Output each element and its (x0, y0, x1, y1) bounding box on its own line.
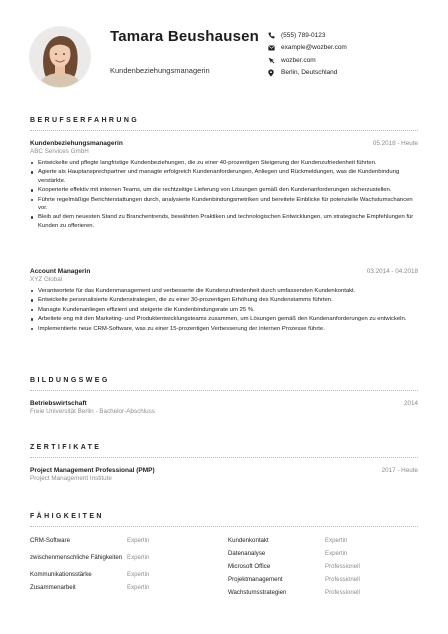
job-entry (30, 268, 418, 334)
contact-text: (555) 789-0123 (281, 31, 326, 39)
job-date: 05.2018 - Heute (372, 140, 418, 147)
bullet-item: Verantwortete für das Kundenmanagement und verbesserte die Kundenzufriedenheit durch umfassenden Kundenkontakt. (30, 287, 418, 295)
contact-list (266, 29, 347, 79)
job-bullets (30, 159, 418, 230)
divider (30, 390, 418, 391)
skill-row (228, 573, 418, 586)
job-bullets (30, 287, 418, 333)
bullet-item: Bleib auf dem neuesten Stand zu Branchentrends, bewährten Praktiken und technologischen Entwicklungen, um strategische Empfehlungen für Kunden zu offerieren. (30, 213, 418, 230)
education-date: 2014 (403, 400, 418, 407)
skill-level: Professionell (325, 563, 360, 570)
contact-text: wozber.com (281, 56, 316, 64)
job-company: XYZ Global (30, 276, 63, 283)
section-heading-certificates: ZERTIFIKATE (30, 444, 102, 451)
job-title-subtitle: Kundenbeziehungsmanagerin (110, 66, 210, 75)
skills-column-left (30, 534, 220, 594)
bullet-item: Agierte als Hauptansprechpartner und managte erfolgreich Kundenanforderungen, Anliegen und Rückmeldungen, was die Kundenbindung verstärkte. (30, 168, 418, 185)
job-date: 03.2014 - 04.2018 (366, 268, 418, 275)
skill-name: Kommunikationsstärke (30, 570, 92, 578)
job-company: ABC Services GmbH (30, 148, 89, 155)
certificate-title: Project Management Professional (PMP) (30, 467, 155, 474)
phone-icon (266, 30, 276, 40)
skill-name: zwischenmenschliche Fähigkeiten (30, 553, 123, 561)
skill-row (228, 547, 418, 560)
skill-name: Datenanalyse (228, 549, 266, 557)
skill-level: Expertin (127, 584, 150, 591)
skill-name: Zusammenarbeit (30, 583, 76, 591)
skill-level: Expertin (127, 554, 150, 561)
bullet-item: Führte regelmäßige Berichterstattungen durch, analysierte Kundenbindungsmetriken und bereitete Einblicke für potenzielle Wachstumschancen vor. (30, 196, 418, 213)
skill-row (30, 534, 220, 547)
bullet-item: Entwickelte personalisierte Kundenstrategien, die zu einer 30-prozentigen Erhöhung des Kundenstamms führten. (30, 296, 418, 304)
section-heading-skills: FÄHIGKEITEN (30, 513, 104, 520)
bullet-item: Managte Kundenanliegen effizient und steigerte die Kundenbindungsrate um 25 %. (30, 306, 418, 314)
divider (30, 457, 418, 458)
skill-level: Professionell (325, 576, 360, 583)
skill-row (228, 534, 418, 547)
skill-row (30, 547, 220, 568)
certificate-issuer: Project Management Institute (30, 475, 112, 482)
job-title: Account Managerin (30, 268, 91, 275)
bullet-item: Implementierte neue CRM-Software, was zu einer 15-prozentigen Verbesserung der internen Prozesse führte. (30, 325, 418, 333)
contact-website[interactable] (266, 54, 347, 66)
email-icon (266, 43, 276, 53)
link-icon (266, 55, 276, 65)
location-icon (266, 68, 276, 78)
divider (30, 130, 418, 131)
skill-level: Expertin (325, 550, 348, 557)
skill-name: Wachstumsstrategien (228, 588, 287, 596)
skill-row (228, 560, 418, 573)
certificate-date: 2017 - Heute (381, 467, 418, 474)
degree-title: Betriebswirtschaft (30, 400, 87, 407)
skill-row (30, 581, 220, 594)
skill-name: Kundenkontakt (228, 536, 269, 544)
contact-location (266, 67, 347, 79)
contact-email[interactable] (266, 42, 347, 54)
skill-level: Expertin (127, 571, 150, 578)
skill-level: Expertin (127, 537, 150, 544)
job-entry (30, 140, 418, 231)
job-title: Kundenbeziehungsmanagerin (30, 140, 123, 147)
resume-header (0, 0, 448, 100)
skill-row (228, 586, 418, 599)
skill-row (30, 568, 220, 581)
divider (30, 526, 418, 527)
skill-level: Expertin (325, 537, 348, 544)
skill-name: Projektmanagement (228, 575, 283, 583)
contact-text: example@wozber.com (281, 44, 347, 51)
section-heading-experience: BERUFSERFAHRUNG (30, 117, 140, 124)
avatar (30, 27, 90, 87)
contact-text: Berlin, Deutschland (281, 69, 338, 76)
contact-phone[interactable] (266, 29, 347, 41)
certificate-entry (30, 467, 418, 482)
bullet-item: Arbeitete eng mit den Marketing- und Produktentwicklungsteams zusammen, um Lösungen gemäß den Kundenanforderungen zu entwickeln. (30, 315, 418, 323)
person-name: Tamara Beushausen (110, 28, 260, 45)
skill-name: Microsoft Office (228, 562, 271, 570)
skill-level: Professionell (325, 589, 360, 596)
skill-name: CRM-Software (30, 536, 70, 544)
education-institution: Freie Universität Berlin - Bachelor-Abschluss (30, 408, 155, 415)
education-entry (30, 400, 418, 415)
section-heading-education: BILDUNGSWEG (30, 377, 110, 384)
bullet-item: Kooperierte effektiv mit internen Teams, um die rechtzeitige Lieferung von Lösungen gemäß den Kundenanforderungen sicherzustellen. (30, 186, 418, 194)
skills-column-right (228, 534, 418, 599)
bullet-item: Entwickelte und pflegte langfristige Kundenbeziehungen, die zu einer 40-prozentigen Steigerung der Kundenzufriedenheit führten. (30, 159, 418, 167)
